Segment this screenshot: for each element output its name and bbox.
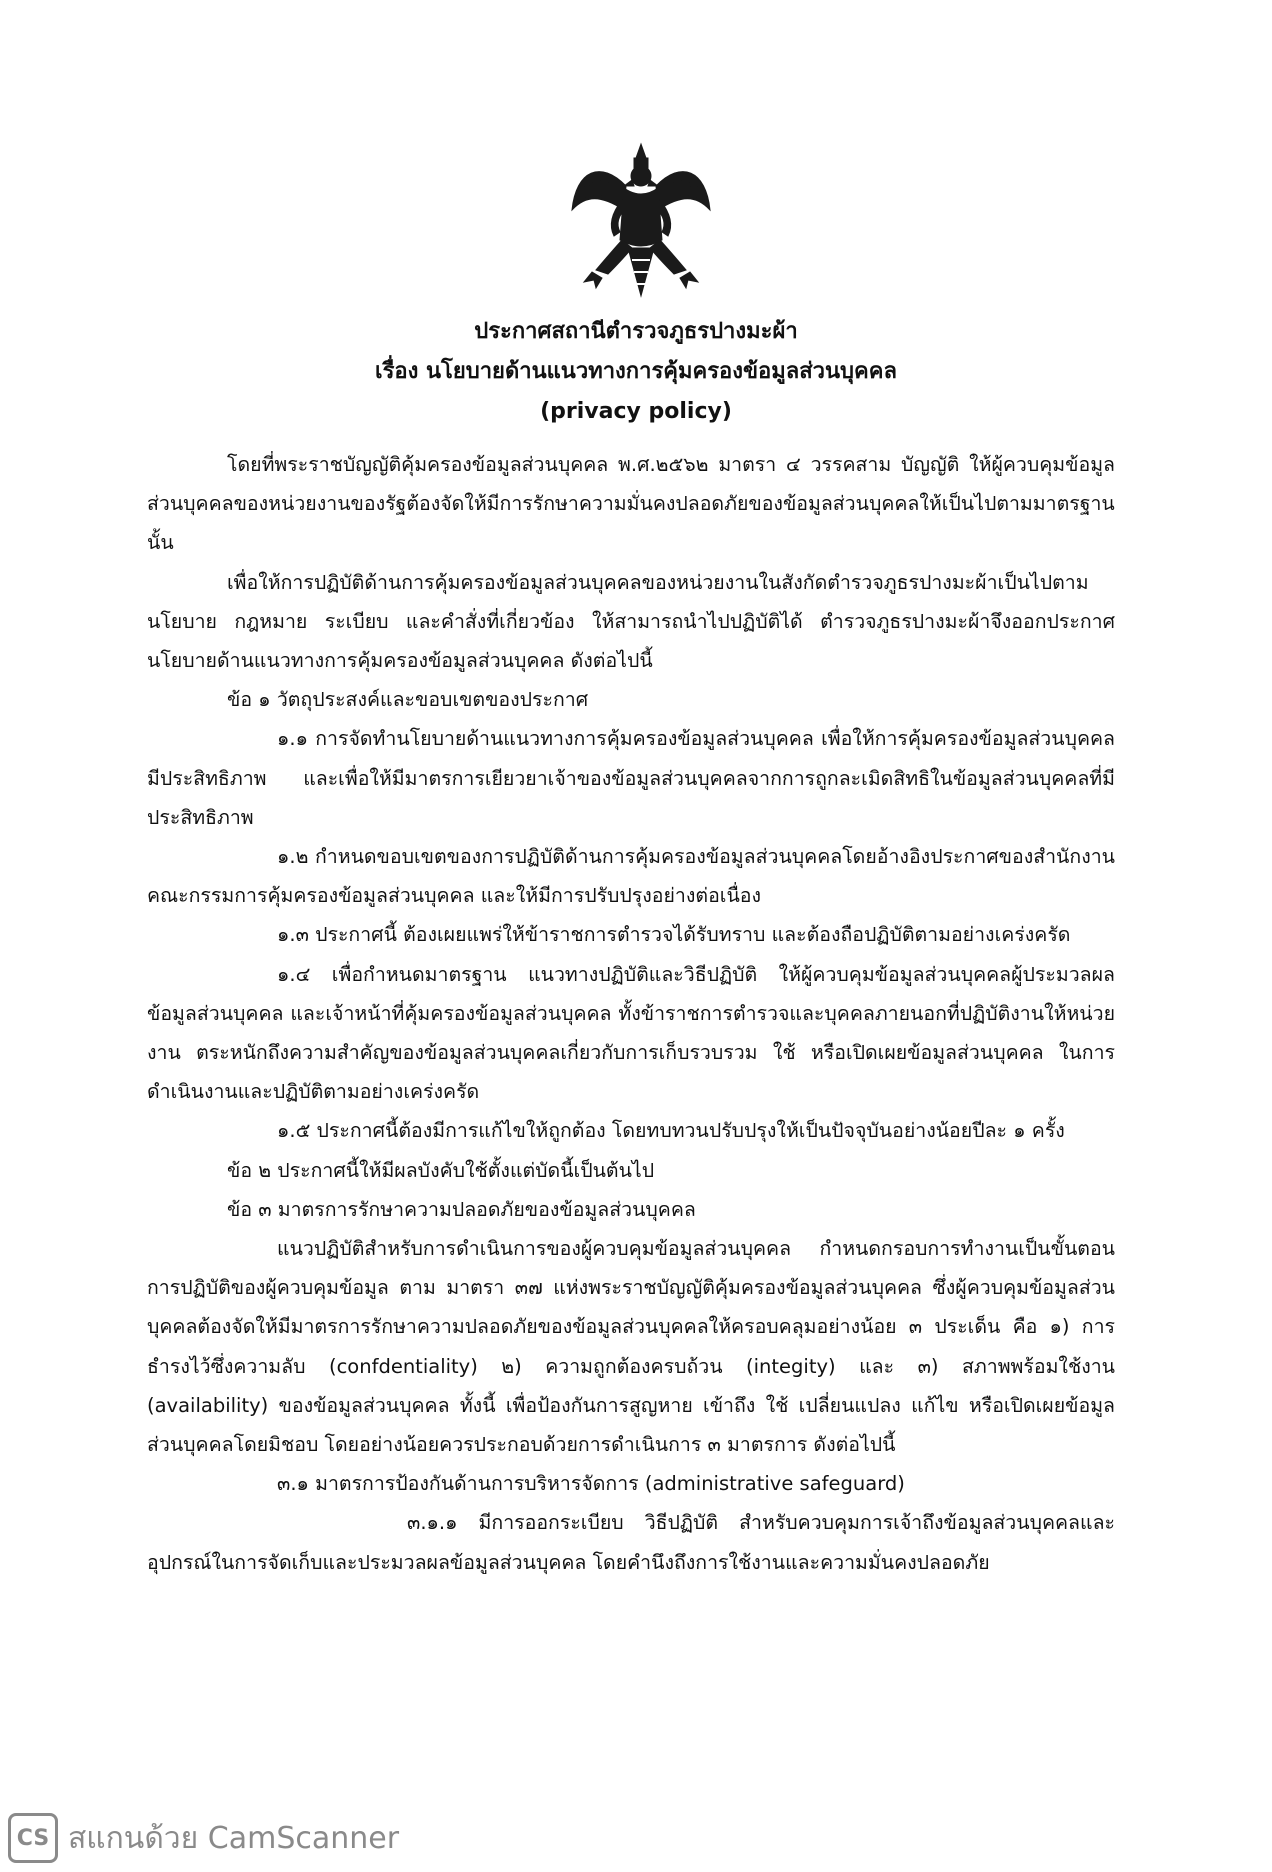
office-title: ประกาศสถานีตำรวจภูธรปางมะผ้า bbox=[474, 319, 798, 344]
clause-3-1-1: ๓.๑.๑ มีการออกระเบียบ วิธีปฏิบัติ สำหรับควบคุมการเจ้าถึงข้อมูลส่วนบุคคลและอุปกรณ์ในการจัดเก็บและประมวลผลข้อมูลส่วนบุคคล โดยคำนึงถึงการใช้งานและความมั่นคงปลอดภัย bbox=[147, 1511, 1115, 1574]
paragraph-purpose: เพื่อให้การปฏิบัติด้านการคุ้มครองข้อมูลส่วนบุคคลของหน่วยงานในสังกัดตำรวจภูธรปางมะผ้าเป็นไปตามนโยบาย กฎหมาย ระเบียบ และคำสั่งที่เกี่ยวข้อง ให้สามารถนำไปปฏิบัติได้ ตำรวจภูธรปางมะผ้าจึงออกประกาศนโยบายด้านแนวทางการคุ้มครองข้อมูลส่วนบุคคล ดังต่อไปนี้ bbox=[147, 570, 1115, 673]
clause-3-1: ๓.๑ มาตรการป้องกันด้านการบริหารจัดการ (administrative safeguard) bbox=[277, 1472, 905, 1496]
clause-1-5: ๑.๕ ประกาศนี้ต้องมีการแก้ไขให้ถูกต้อง โดยทบทวนปรับปรุงให้เป็นปัจจุบันอย่างน้อยปีละ ๑ ครั้ง bbox=[277, 1119, 1065, 1143]
clause-2: ข้อ ๒ ประกาศนี้ให้มีผลบังคับใช้ตั้งแต่บัดนี้เป็นต้นไป bbox=[227, 1158, 655, 1182]
paragraph-preamble: โดยที่พระราชบัญญัติคุ้มครองข้อมูลส่วนบุคคล พ.ศ.๒๕๖๒ มาตรา ๔ วรรคสาม บัญญัติ ให้ผู้ควบคุมข้อมูลส่วนบุคคลของหน่วยงานของรัฐต้องจัดให้มีการรักษาความมั่นคงปลอดภัยของข้อมูลส่วนบุคคลให้เป็นไปตามมาตรฐาน นั้น bbox=[147, 453, 1115, 555]
clause-1-1: ๑.๑ การจัดทำนโยบายด้านแนวทางการคุ้มครองข้อมูลส่วนบุคคล เพื่อให้การคุ้มครองข้อมูลส่วนบุคคลมีประสิทธิภาพ และเพื่อให้มีมาตรการเยียวยาเจ้าของข้อมูลส่วนบุคคลจากการถูกละเมิดสิทธิในข้อมูลส่วนบุคคลที่มีประสิทธิภาพ bbox=[147, 727, 1115, 829]
document-body bbox=[147, 445, 1115, 1582]
camscanner-text: สแกนด้วย CamScanner bbox=[68, 1820, 400, 1856]
clause-1-2: ๑.๒ กำหนดขอบเขตของการปฏิบัติด้านการคุ้มครองข้อมูลส่วนบุคคลโดยอ้างอิงประกาศของสำนักงานคณะกรรมการคุ้มครองข้อมูลส่วนบุคคล และให้มีการปรับปรุงอย่างต่อเนื่อง bbox=[147, 845, 1115, 908]
subject-title: เรื่อง นโยบายด้านแนวทางการคุ้มครองข้อมูลส่วนบุคคล bbox=[375, 359, 897, 384]
garuda-emblem bbox=[566, 140, 716, 300]
subject-subtitle: (privacy policy) bbox=[540, 399, 732, 424]
clause-1-heading: ข้อ ๑ วัตถุประสงค์และขอบเขตของประกาศ bbox=[227, 688, 589, 712]
camscanner-logo-icon: CS bbox=[8, 1813, 58, 1863]
clause-1-4: ๑.๔ เพื่อกำหนดมาตรฐาน แนวทางปฏิบัติและวิธีปฏิบัติ ให้ผู้ควบคุมข้อมูลส่วนบุคคลผู้ประมวลผลข้อมูลส่วนบุคคล และเจ้าหน้าที่คุ้มครองข้อมูลส่วนบุคคล ทั้งข้าราชการตำรวจและบุคคลภายนอกที่ปฏิบัติงานให้หน่วยงาน ตระหนักถึงความสำคัญของข้อมูลส่วนบุคคลเกี่ยวกับการเก็บรวบรวม ใช้ หรือเปิดเผยข้อมูลส่วนบุคคล ในการดำเนินงานและปฏิบัติตามอย่างเคร่งครัด bbox=[147, 962, 1115, 1104]
camscanner-watermark bbox=[8, 1810, 399, 1866]
document-header bbox=[0, 312, 1272, 432]
clause-3-heading: ข้อ ๓ มาตรการรักษาความปลอดภัยของข้อมูลส่วนบุคคล bbox=[227, 1197, 696, 1221]
clause-1-3: ๑.๓ ประกาศนี้ ต้องเผยแพร่ให้ข้าราชการตำรวจได้รับทราบ และต้องถือปฏิบัติตามอย่างเคร่งครัด bbox=[277, 923, 1071, 947]
clause-3-guideline: แนวปฏิบัติสำหรับการดำเนินการของผู้ควบคุมข้อมูลส่วนบุคคล กำหนดกรอบการทำงานเป็นขั้นตอนการปฏิบัติของผู้ควบคุมข้อมูล ตาม มาตรา ๓๗ แห่งพระราชบัญญัติคุ้มครองข้อมูลส่วนบุคคล ซึ่งผู้ควบคุมข้อมูลส่วนบุคคลต้องจัดให้มีมาตรการรักษาความปลอดภัยของข้อมูลส่วนบุคคลให้ครอบคลุมอย่างน้อย ๓ ประเด็น คือ ๑) การธำรงไว้ซึ่งความลับ (confdentiality) ๒) ความถูกต้องครบถ้วน (integity) และ ๓) สภาพพร้อมใช้งาน (availability) ของข้อมูลส่วนบุคคล ทั้งนี้ เพื่อป้องกันการสูญหาย เข้าถึง ใช้ เปลี่ยนแปลง แก้ไข หรือเปิดเผยข้อมูลส่วนบุคคลโดยมิชอบ โดยอย่างน้อยควรประกอบด้วยการดำเนินการ ๓ มาตรการ ดังต่อไปนี้ bbox=[147, 1237, 1115, 1457]
